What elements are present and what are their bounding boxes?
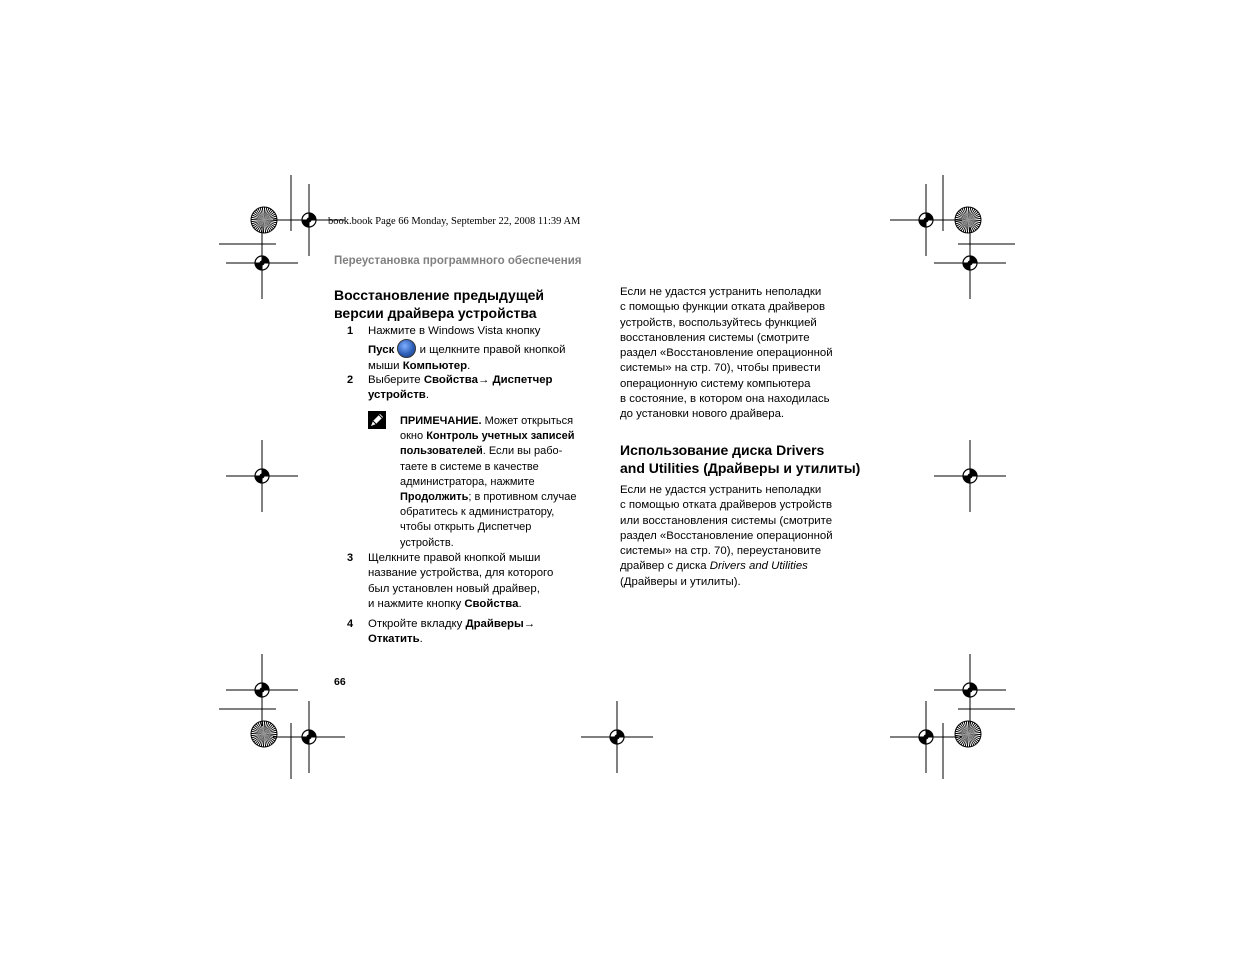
step-number: 2 <box>347 374 354 386</box>
registration-target-center <box>307 218 312 223</box>
page-number: 66 <box>334 676 346 688</box>
running-head: Переустановка программного обеспечения <box>334 255 582 267</box>
step-number: 1 <box>347 325 354 337</box>
note-text: ПРИМЕЧАНИЕ. Может открыться окно Контроль учетных записей пользователей. Если вы рабо- таете в системе в качестве администратора, нажмите Продолжить; в противном случае обратитесь к администратору, чтобы открыть Диспетчер устройств. <box>400 415 577 549</box>
step-number: 4 <box>347 618 354 630</box>
registration-target-center <box>924 735 929 740</box>
registration-target-center <box>924 218 929 223</box>
registration-target-center <box>968 688 973 693</box>
print-slug: book.book Page 66 Monday, September 22, 2008 11:39 AM <box>328 216 581 227</box>
right-paragraph-1: Если не удастся устранить неполадки с помощью функции отката драйверов устройств, воспользуйтесь функцией восстановления системы (смотрите раздел «Восстановление операционной системы» на стр. 70), чтобы привести операционную систему компьютера в состояние, в котором она находилась до установки нового драйвера. <box>620 286 833 421</box>
registration-target-center <box>968 474 973 479</box>
arrow-right-icon: → <box>477 374 490 386</box>
registration-target-center <box>307 735 312 740</box>
registration-target-center <box>615 735 620 740</box>
registration-target-center <box>260 261 265 266</box>
windows-start-icon <box>397 339 416 358</box>
right-heading: Использование диска Drivers and Utilities (Драйверы и утилиты) <box>620 442 861 476</box>
arrow-right-icon: → <box>523 618 536 630</box>
note-pencil-icon <box>368 411 386 429</box>
registration-target-center <box>260 474 265 479</box>
step-number: 3 <box>347 552 354 564</box>
registration-target-center <box>260 688 265 693</box>
right-paragraph-2: Если не удастся устранить неполадки с помощью отката драйверов устройств или восстановления системы (смотрите раздел «Восстановление операционной системы» на стр. 70), переустановите драйвер с диска Drivers and Utilities (Драйверы и утилиты). <box>620 484 833 588</box>
left-heading: Восстановление предыдущей версии драйвера устройства <box>334 287 545 321</box>
registration-target-center <box>968 261 973 266</box>
